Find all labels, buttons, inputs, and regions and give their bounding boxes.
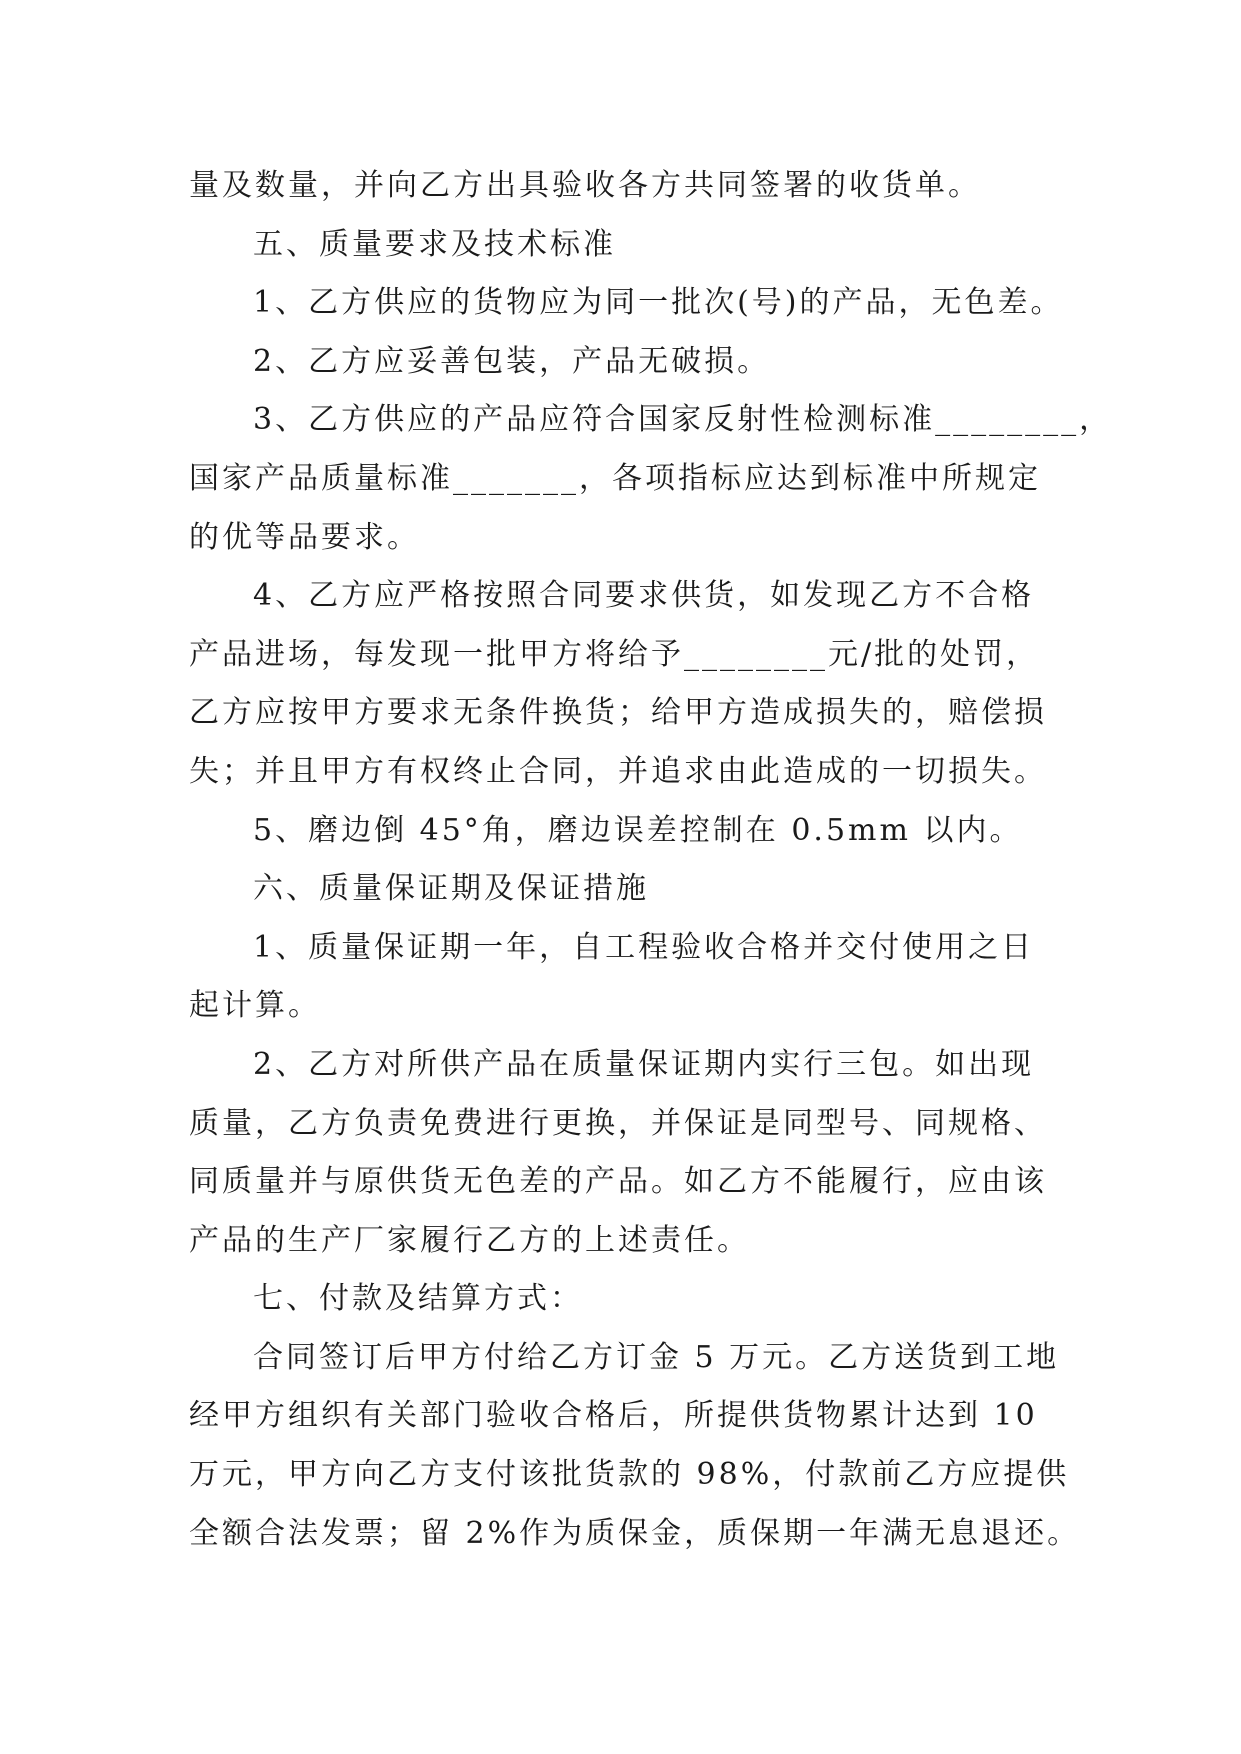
text-line: 1、质量保证期一年，自工程验收合格并交付使用之日: [253, 929, 1035, 965]
text-line: 4、乙方应严格按照合同要求供货，如发现乙方不合格: [253, 578, 1035, 614]
section-heading: 五、质量要求及技术标准: [253, 226, 616, 262]
text-line: 起计算。: [189, 988, 321, 1024]
text-line: 失；并且甲方有权终止合同，并追求由此造成的一切损失。: [189, 753, 1047, 789]
text-line: 同质量并与原供货无色差的产品。如乙方不能履行，应由该: [189, 1164, 1047, 1200]
text-line: 全额合法发票；留 2%作为质保金，质保期一年满无息退还。: [189, 1515, 1081, 1551]
text-line: 产品进场，每发现一批甲方将给予________元/批的处罚，: [189, 636, 1040, 672]
text-line: 合同签订后甲方付给乙方订金 5 万元。乙方送货到工地: [253, 1339, 1060, 1375]
text-line: 经甲方组织有关部门验收合格后，所提供货物累计达到 10: [189, 1398, 1038, 1434]
text-line: 乙方应按甲方要求无条件换货；给甲方造成损失的，赔偿损: [189, 695, 1047, 731]
document-body: [189, 157, 1113, 1563]
section-heading: 七、付款及结算方式：: [253, 1281, 583, 1317]
text-line: 5、磨边倒 45°角，磨边误差控制在 0.5mm 以内。: [253, 812, 1023, 848]
text-line: 2、乙方应妥善包装，产品无破损。: [253, 343, 771, 379]
text-line: 国家产品质量标准_______，各项指标应达到标准中所规定: [189, 460, 1041, 496]
text-line: 产品的生产厂家履行乙方的上述责任。: [189, 1222, 750, 1258]
text-line: 的优等品要求。: [189, 519, 420, 555]
section-heading: 六、质量保证期及保证措施: [253, 871, 649, 907]
text-line: 1、乙方供应的货物应为同一批次(号)的产品，无色差。: [253, 285, 1064, 321]
text-line: 2、乙方对所供产品在质量保证期内实行三包。如出现: [253, 1046, 1035, 1082]
text-line: 3、乙方供应的产品应符合国家反射性检测标准________，: [253, 402, 1113, 438]
text-line: 量及数量，并向乙方出具验收各方共同签署的收货单。: [189, 168, 981, 203]
text-line: 质量，乙方负责免费进行更换，并保证是同型号、同规格、: [189, 1105, 1047, 1141]
text-line: 万元，甲方向乙方支付该批货款的 98%，付款前乙方应提供: [189, 1457, 1070, 1493]
